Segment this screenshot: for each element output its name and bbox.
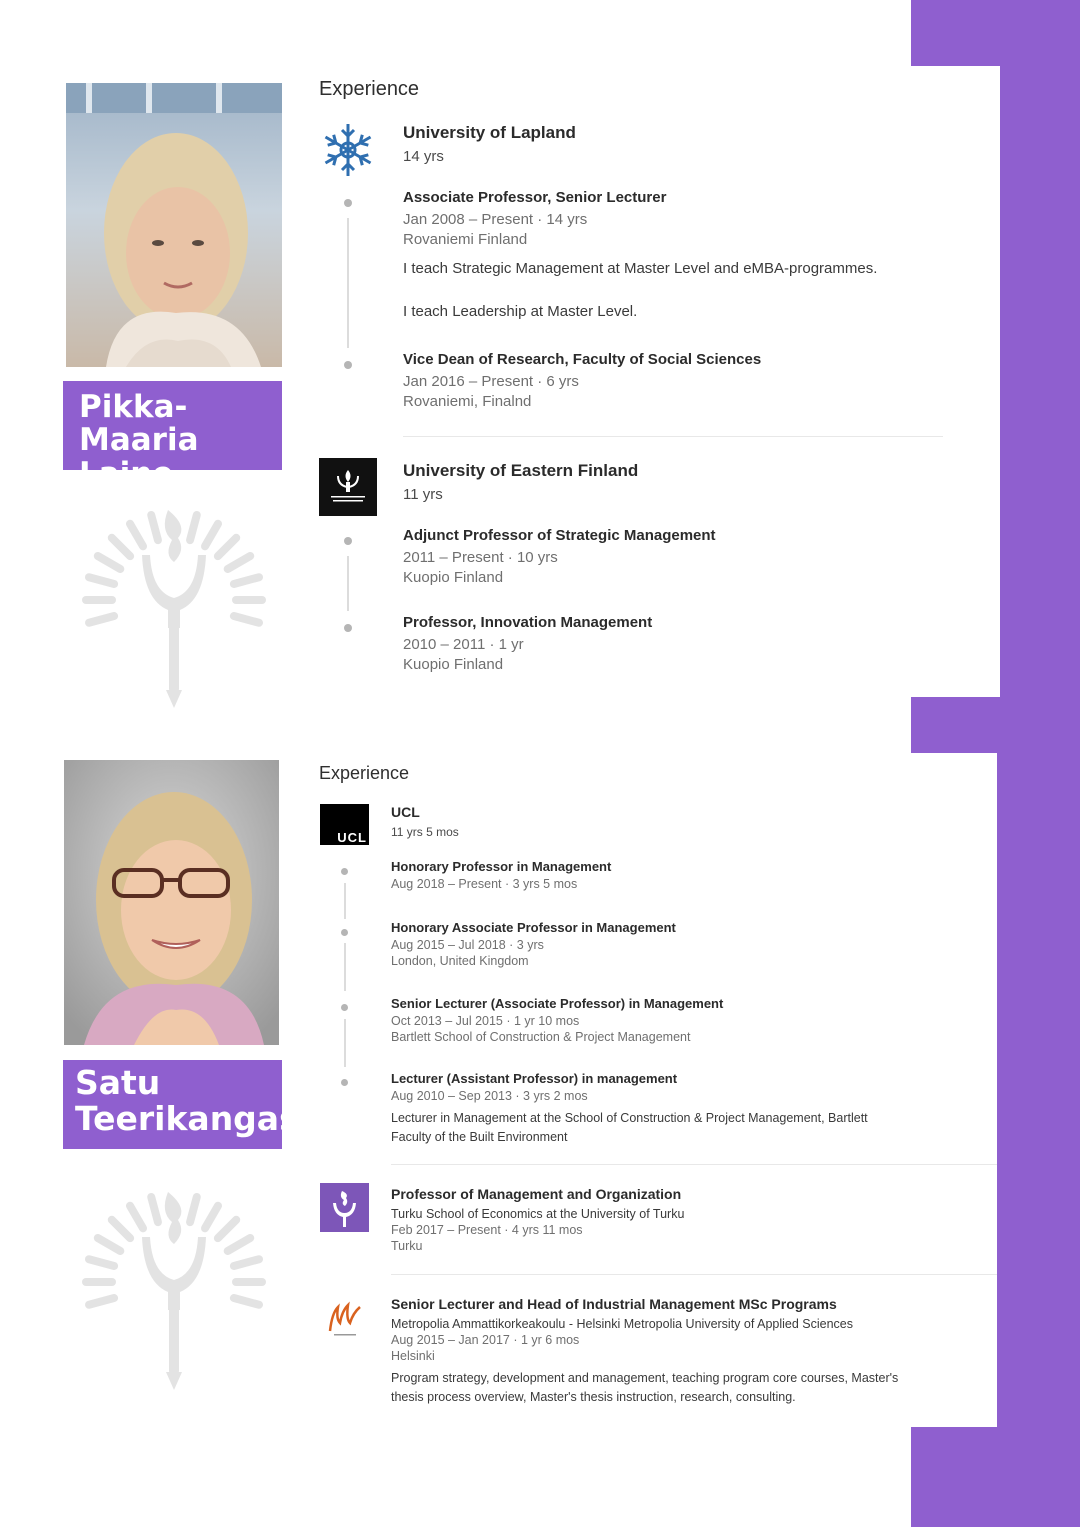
university-emblem-watermark-1 [82, 500, 266, 715]
timeline-line [344, 883, 346, 919]
section-title: Experience [319, 763, 410, 783]
role-entry [391, 1186, 971, 1255]
org-duration: 11 yrs 5 mos [391, 825, 459, 839]
role-description: I teach Leadership at Master Level. [403, 303, 638, 320]
role-dates: Oct 2013 – Jul 2015 · 1 yr 10 mos [391, 1014, 580, 1028]
role-org: Turku School of Economics at the University of Turku [391, 1207, 685, 1221]
role-title[interactable]: Professor of Management and Organization [391, 1186, 682, 1202]
timeline-dot [341, 868, 348, 875]
timeline-dot [341, 1079, 348, 1086]
role-entry [391, 996, 971, 1046]
role-dates: Jan 2008 – Present · 14 yrs [403, 211, 588, 228]
role-location: Kuopio Finland [403, 656, 504, 673]
timeline-dot [344, 537, 352, 545]
timeline-line [344, 943, 346, 991]
role-location: Rovaniemi, Finalnd [403, 393, 532, 410]
role-location: Bartlett School of Construction & Project Management [391, 1030, 691, 1044]
role-location: Helsinki [391, 1349, 435, 1363]
metropolia-logo-icon[interactable] [320, 1293, 369, 1347]
name-card-1 [63, 381, 282, 492]
role-entry [403, 189, 963, 320]
role-title: Adjunct Professor of Strategic Management [403, 527, 716, 544]
experience-panel-1 [300, 66, 1000, 697]
role-dates: Feb 2017 – Present · 4 yrs 11 mos [391, 1223, 583, 1237]
role-description: I teach Strategic Management at Master Level and eMBA-programmes. [403, 260, 878, 277]
role-title: Honorary Professor in Management [391, 859, 612, 874]
role-entry [403, 614, 963, 676]
accent-bar-right-2 [997, 697, 1080, 1427]
role-title[interactable]: Senior Lecturer and Head of Industrial Management MSc Programs [391, 1296, 837, 1312]
uef-logo-icon[interactable] [319, 458, 377, 521]
timeline-line [347, 556, 349, 611]
name-line-2: Teerikangas [75, 1098, 299, 1138]
role-dates: 2010 – 2011 · 1 yr [403, 636, 524, 653]
timeline-dot [344, 361, 352, 369]
role-entry [391, 920, 971, 970]
role-title: Senior Lecturer (Associate Professor) in Management [391, 996, 724, 1011]
turku-logo-icon[interactable] [320, 1183, 369, 1237]
divider [391, 1164, 997, 1165]
role-entry [403, 527, 963, 589]
accent-bar-right-1 [1000, 0, 1080, 697]
accent-bar-bottom [911, 1427, 1080, 1527]
role-location: Turku [391, 1239, 423, 1253]
role-description: Program strategy, development and management, teaching program core courses, Master's [391, 1371, 899, 1385]
role-dates: Aug 2015 – Jan 2017 · 1 yr 6 mos [391, 1333, 580, 1347]
role-title: Lecturer (Assistant Professor) in management [391, 1071, 678, 1086]
experience-panel-2 [300, 753, 997, 1427]
role-location: London, United Kingdom [391, 954, 529, 968]
role-description: thesis process overview, Master's thesis instruction, research, consulting. [391, 1390, 796, 1404]
role-dates: Aug 2018 – Present · 3 yrs 5 mos [391, 877, 578, 891]
role-entry [391, 1071, 971, 1147]
divider [391, 1274, 997, 1275]
role-location: Rovaniemi Finland [403, 231, 528, 248]
timeline-dot [344, 624, 352, 632]
timeline-line [344, 1019, 346, 1067]
role-title: Vice Dean of Research, Faculty of Social Sciences [403, 351, 762, 368]
ucl-logo-icon[interactable] [320, 804, 369, 845]
portrait-photo-1 [66, 83, 282, 367]
name-line-1: Satu [75, 1063, 161, 1102]
org-name[interactable]: University of Eastern Finland [403, 461, 639, 480]
ucl-logo-text: UCL [337, 830, 367, 845]
timeline-line [347, 218, 349, 348]
snowflake-logo-icon[interactable] [321, 120, 375, 185]
org-duration: 11 yrs [403, 486, 443, 503]
org-name[interactable]: University of Lapland [403, 123, 576, 142]
role-description: Faculty of the Built Environment [391, 1130, 568, 1144]
university-emblem-watermark-2 [82, 1182, 266, 1397]
timeline-dot [344, 199, 352, 207]
role-title: Professor, Innovation Management [403, 614, 653, 631]
timeline-dot [341, 1004, 348, 1011]
role-title: Associate Professor, Senior Lecturer [403, 189, 667, 206]
role-entry [403, 351, 963, 413]
role-dates: 2011 – Present · 10 yrs [403, 549, 558, 566]
role-location: Kuopio Finland [403, 569, 504, 586]
portrait-photo-2 [64, 760, 279, 1045]
timeline-dot [341, 929, 348, 936]
role-dates: Jan 2016 – Present · 6 yrs [403, 373, 579, 390]
role-org: Metropolia Ammattikorkeakoulu - Helsinki Metropolia University of Applied Sciences [391, 1317, 854, 1331]
role-entry [391, 1296, 981, 1407]
role-dates: Aug 2010 – Sep 2013 · 3 yrs 2 mos [391, 1089, 588, 1103]
divider [403, 436, 943, 437]
name-line-2: Maaria Laine [79, 422, 199, 492]
role-description: Lecturer in Management at the School of Construction & Project Management, Bartlett [391, 1111, 868, 1125]
role-title: Honorary Associate Professor in Management [391, 920, 676, 935]
section-title: Experience [319, 78, 420, 100]
org-duration: 14 yrs [403, 148, 444, 165]
name-line-1: Pikka- [79, 389, 188, 425]
role-dates: Aug 2015 – Jul 2018 · 3 yrs [391, 938, 544, 952]
role-entry [391, 859, 971, 893]
org-name[interactable]: UCL [391, 804, 420, 820]
name-card-2 [63, 1060, 299, 1149]
